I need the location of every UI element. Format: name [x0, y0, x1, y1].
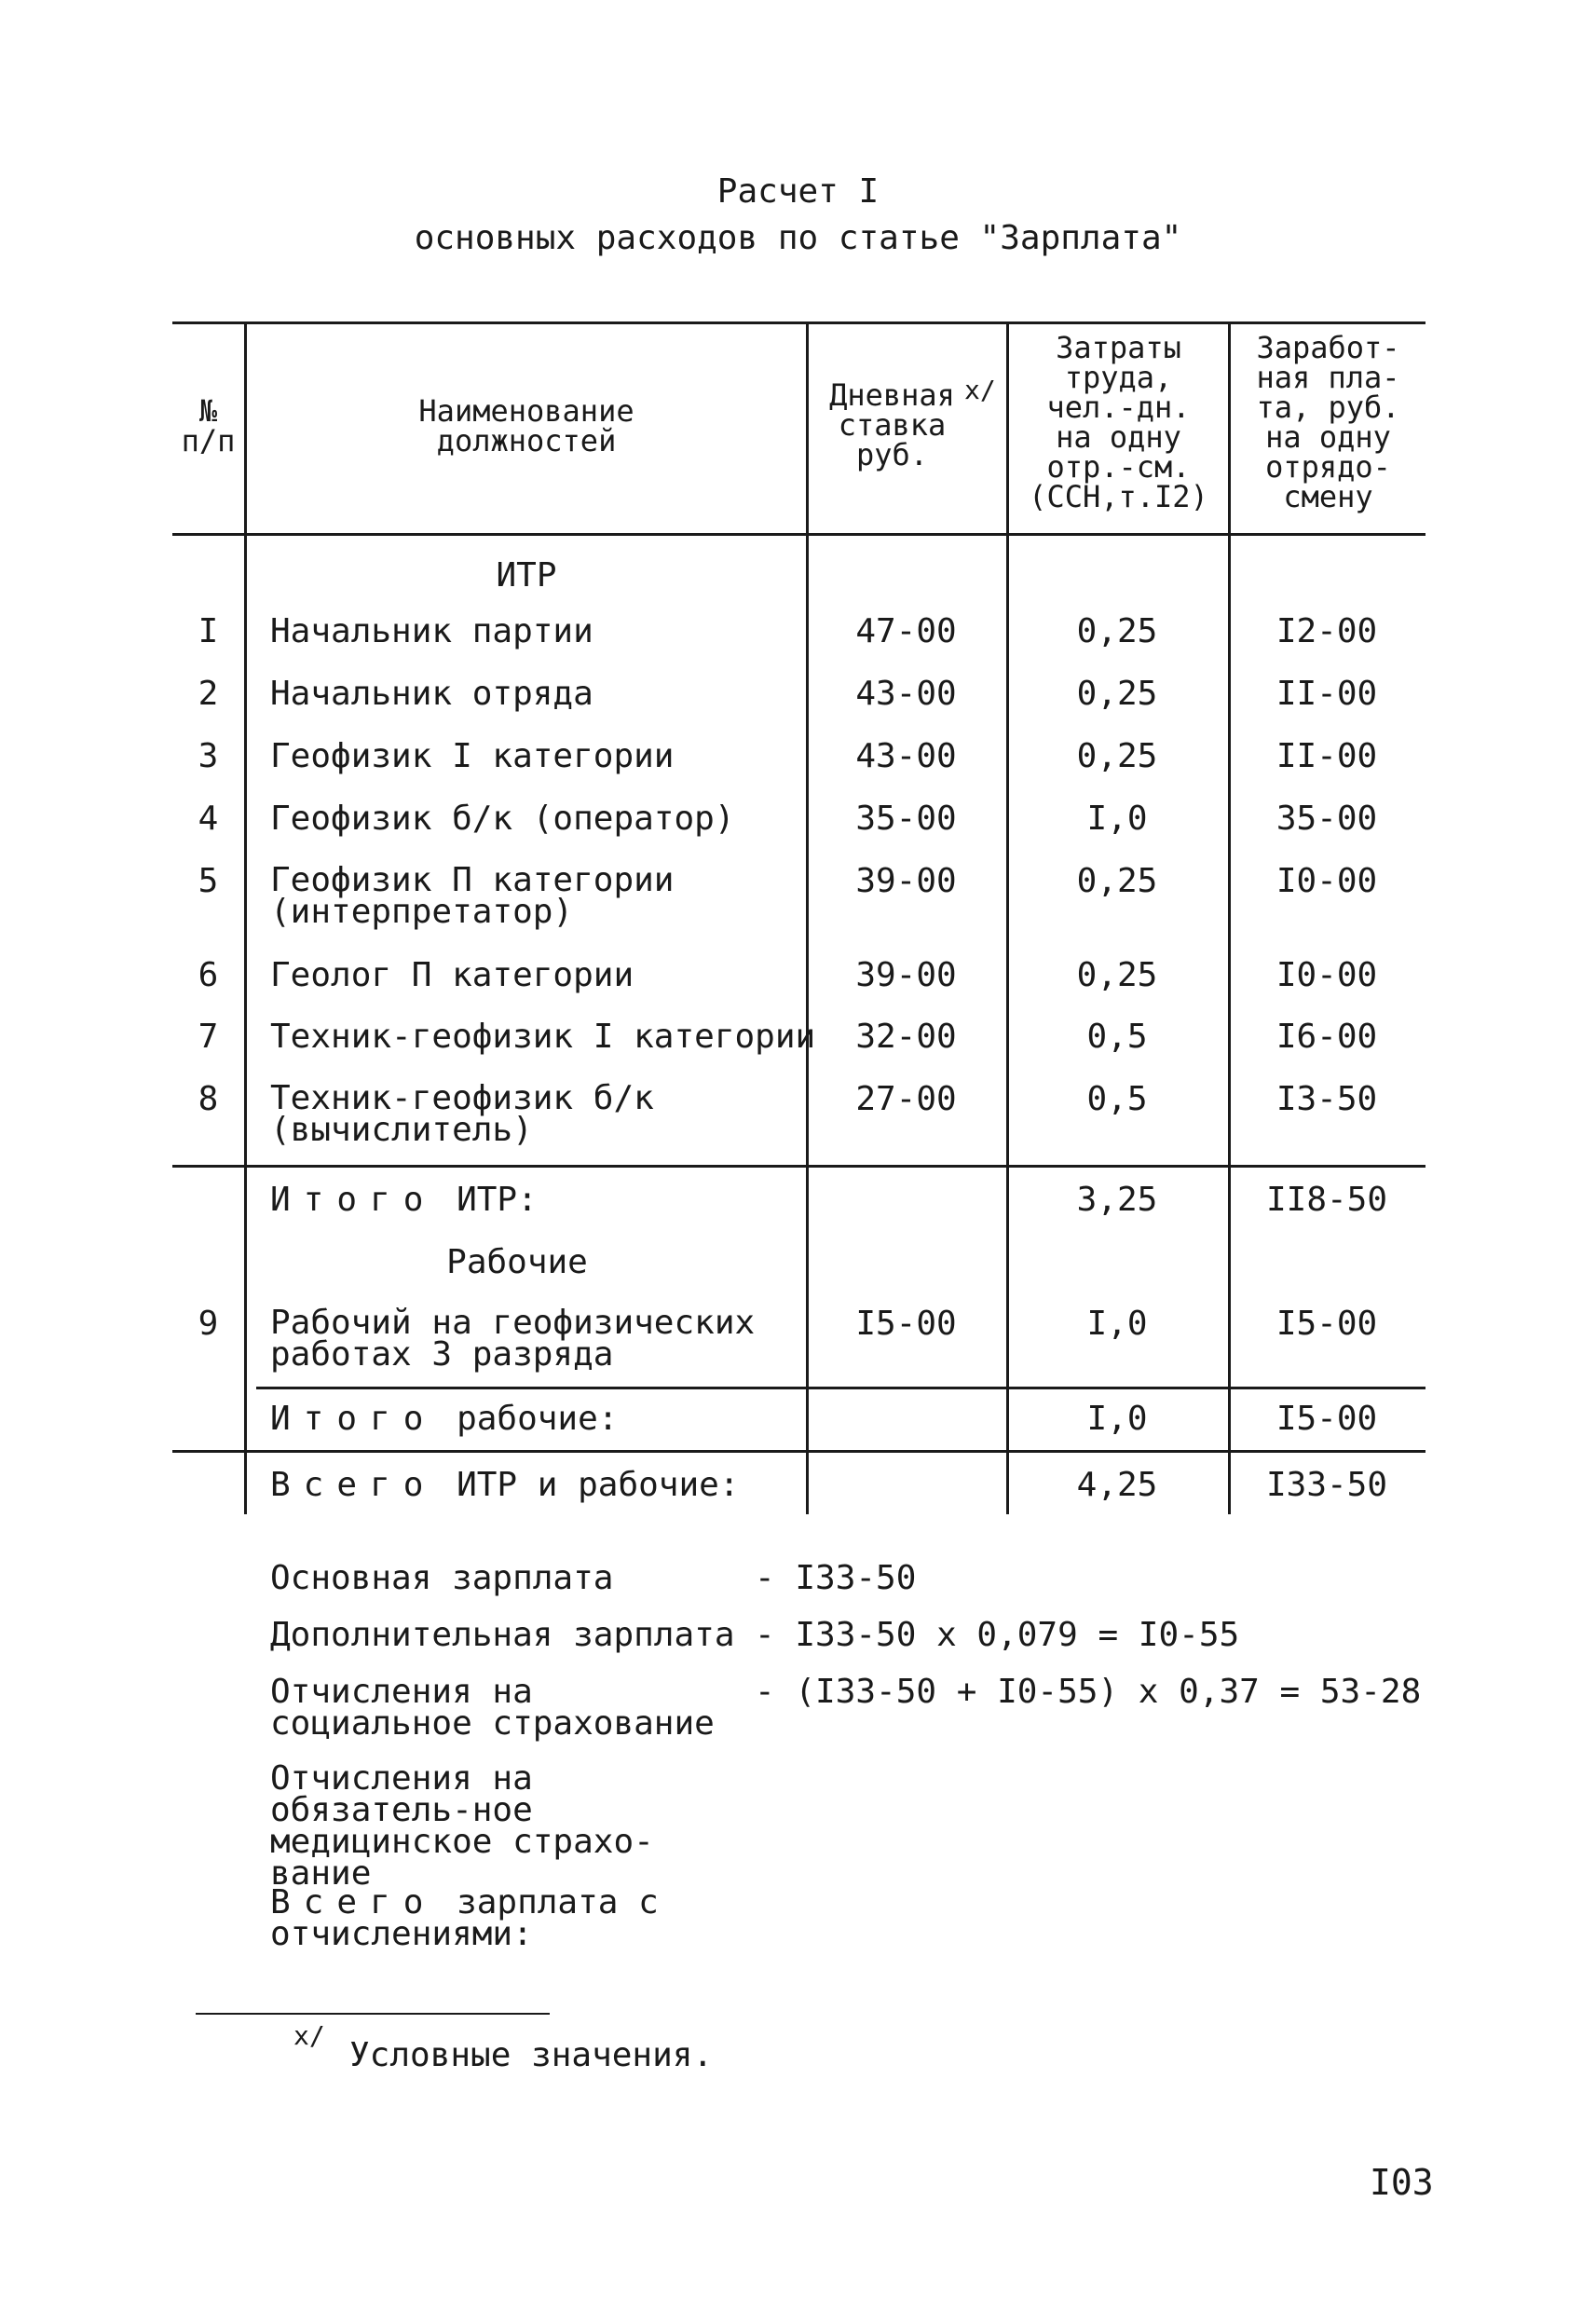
header-name: [247, 393, 806, 458]
footnote-rule: [196, 2013, 550, 2015]
header-name-line: Наименование: [418, 393, 634, 429]
row-position: Рабочий на геофизических работах 3 разряда: [270, 1304, 756, 1374]
row-wage: I6-00: [1275, 1018, 1378, 1056]
row-position: Геофизик б/к (оператор): [270, 800, 735, 838]
summary-value: - I33-50: [755, 1559, 917, 1597]
row-labor: 0,25: [1076, 675, 1158, 713]
total-label: [270, 1466, 740, 1504]
summary-label: [270, 1883, 755, 1953]
row-wage: II-00: [1275, 737, 1378, 775]
header-rate-footnote-mark: x/: [964, 375, 996, 405]
row-rate: 47-00: [855, 612, 957, 650]
row-labor: 0,25: [1076, 862, 1158, 900]
total-labor: 3,25: [1076, 1181, 1158, 1219]
header-num: [172, 393, 244, 458]
total-wage: II8-50: [1265, 1181, 1388, 1219]
summary-value: - I33-50 x 0,079 = I0-55: [755, 1616, 1240, 1654]
row-position: Геофизик П категории (интерпретатор): [270, 861, 675, 931]
summary-label: Отчисления на обязатель-ное медицинское страхо-вание: [270, 1759, 654, 1893]
header-num-line: №: [198, 393, 218, 429]
row-position: Начальник партии: [270, 612, 593, 650]
header-name-line: должностей: [436, 423, 617, 458]
row-rate: 43-00: [855, 675, 957, 713]
header-labor-line: труда,: [1064, 360, 1173, 395]
header-wage-line: ная пла-: [1256, 360, 1400, 395]
total-wage: I5-00: [1275, 1400, 1378, 1438]
workers-total-top-rule: [256, 1387, 1425, 1389]
table-top-rule: [172, 321, 1425, 324]
header-wage-line: отрядо-: [1265, 449, 1391, 485]
header-labor-line: чел.-дн.: [1046, 390, 1191, 425]
header-num-line: п/п: [181, 423, 236, 458]
row-wage: I0-00: [1275, 862, 1378, 900]
footnote-text: Условные значения.: [349, 2036, 714, 2074]
row-wage: II-00: [1275, 675, 1378, 713]
total-label-spaced: Всего: [270, 1466, 437, 1504]
row-rate: 27-00: [855, 1080, 957, 1118]
header-wage-line: Заработ-: [1256, 330, 1400, 365]
summary-label-spaced: Всего: [270, 1883, 437, 1921]
row-labor: 0,25: [1076, 612, 1158, 650]
row-wage: I0-00: [1275, 956, 1378, 994]
header-rate-line: Дневная: [829, 377, 955, 413]
total-label-spaced: Итого: [270, 1181, 437, 1219]
row-position: Начальник отряда: [270, 675, 593, 713]
row-number: 7: [198, 1018, 219, 1056]
total-label-text: рабочие:: [457, 1400, 619, 1438]
row-rate: 32-00: [855, 1018, 957, 1056]
row-rate: 35-00: [855, 800, 957, 838]
row-rate: 39-00: [855, 862, 957, 900]
total-label: [270, 1183, 538, 1217]
row-wage: I5-00: [1275, 1305, 1378, 1343]
summary-label: Отчисления на социальное страхование: [270, 1673, 715, 1743]
calc-title: Расчет I: [716, 172, 880, 211]
row-rate: 43-00: [855, 737, 957, 775]
summary-label-text: зарплата с отчислениями:: [270, 1883, 659, 1953]
page-number: I03: [1370, 2162, 1434, 2203]
row-number: 6: [198, 956, 219, 994]
row-position: Техник-геофизик б/к (вычислитель): [270, 1079, 654, 1149]
header-rate-line: ставка: [838, 407, 947, 443]
row-labor: 0,5: [1086, 1080, 1148, 1118]
row-rate: I5-00: [855, 1305, 957, 1343]
row-labor: 0,25: [1076, 956, 1158, 994]
calc-subtitle: основных расходов по статье "Зарплата": [414, 219, 1182, 257]
footnote-mark: x/: [293, 2020, 325, 2051]
row-number: 4: [198, 800, 219, 838]
row-number: 3: [198, 737, 219, 775]
row-wage: I2-00: [1275, 612, 1378, 650]
row-number: 2: [198, 675, 219, 713]
summary-label: Основная зарплата: [270, 1559, 614, 1597]
header-rate: [811, 377, 974, 472]
row-position: Геофизик I категории: [270, 737, 675, 775]
header-wage-line: та, руб.: [1256, 390, 1400, 425]
total-label-spaced: Итого: [270, 1400, 437, 1438]
workers-total-bottom-rule: [172, 1450, 1425, 1453]
header-labor-line: (ССН,т.I2): [1029, 479, 1208, 514]
summary-label: Дополнительная зарплата: [270, 1616, 735, 1654]
itr-total-top-rule: [172, 1165, 1425, 1168]
row-position: Геолог П категории: [270, 956, 634, 994]
row-wage: 35-00: [1275, 800, 1378, 838]
total-label-text: ИТР и рабочие:: [457, 1466, 740, 1504]
total-label-text: ИТР:: [457, 1181, 538, 1219]
total-wage: I33-50: [1265, 1466, 1388, 1504]
header-wage: [1231, 330, 1425, 514]
row-number: 5: [198, 862, 219, 900]
row-labor: 0,5: [1086, 1018, 1148, 1056]
row-number: 9: [198, 1305, 219, 1343]
header-labor-line: Затраты: [1056, 330, 1181, 365]
row-number: 8: [198, 1080, 219, 1118]
row-labor: I,0: [1086, 800, 1148, 838]
row-number: I: [198, 612, 219, 650]
row-rate: 39-00: [855, 956, 957, 994]
header-labor: [1009, 330, 1228, 514]
row-labor: 0,25: [1076, 737, 1158, 775]
total-labor: 4,25: [1076, 1466, 1158, 1504]
section-workers-heading: Рабочие: [446, 1243, 588, 1281]
header-rate-line: руб.: [855, 437, 929, 472]
total-labor: I,0: [1086, 1400, 1148, 1438]
row-labor: I,0: [1086, 1305, 1148, 1343]
header-labor-line: на одну: [1056, 419, 1181, 455]
summary-value: - (I33-50 + I0-55) x 0,37 = 53-28: [755, 1673, 1422, 1711]
header-wage-line: на одну: [1265, 419, 1391, 455]
col-divider-1: [244, 321, 247, 1514]
section-itr-heading: ИТР: [496, 556, 557, 595]
row-wage: I3-50: [1275, 1080, 1378, 1118]
header-labor-line: отр.-см.: [1046, 449, 1191, 485]
row-position: Техник-геофизик I категории: [270, 1018, 816, 1056]
total-label: [270, 1402, 618, 1436]
header-wage-line: смену: [1283, 479, 1373, 514]
header-bottom-rule: [172, 533, 1425, 536]
